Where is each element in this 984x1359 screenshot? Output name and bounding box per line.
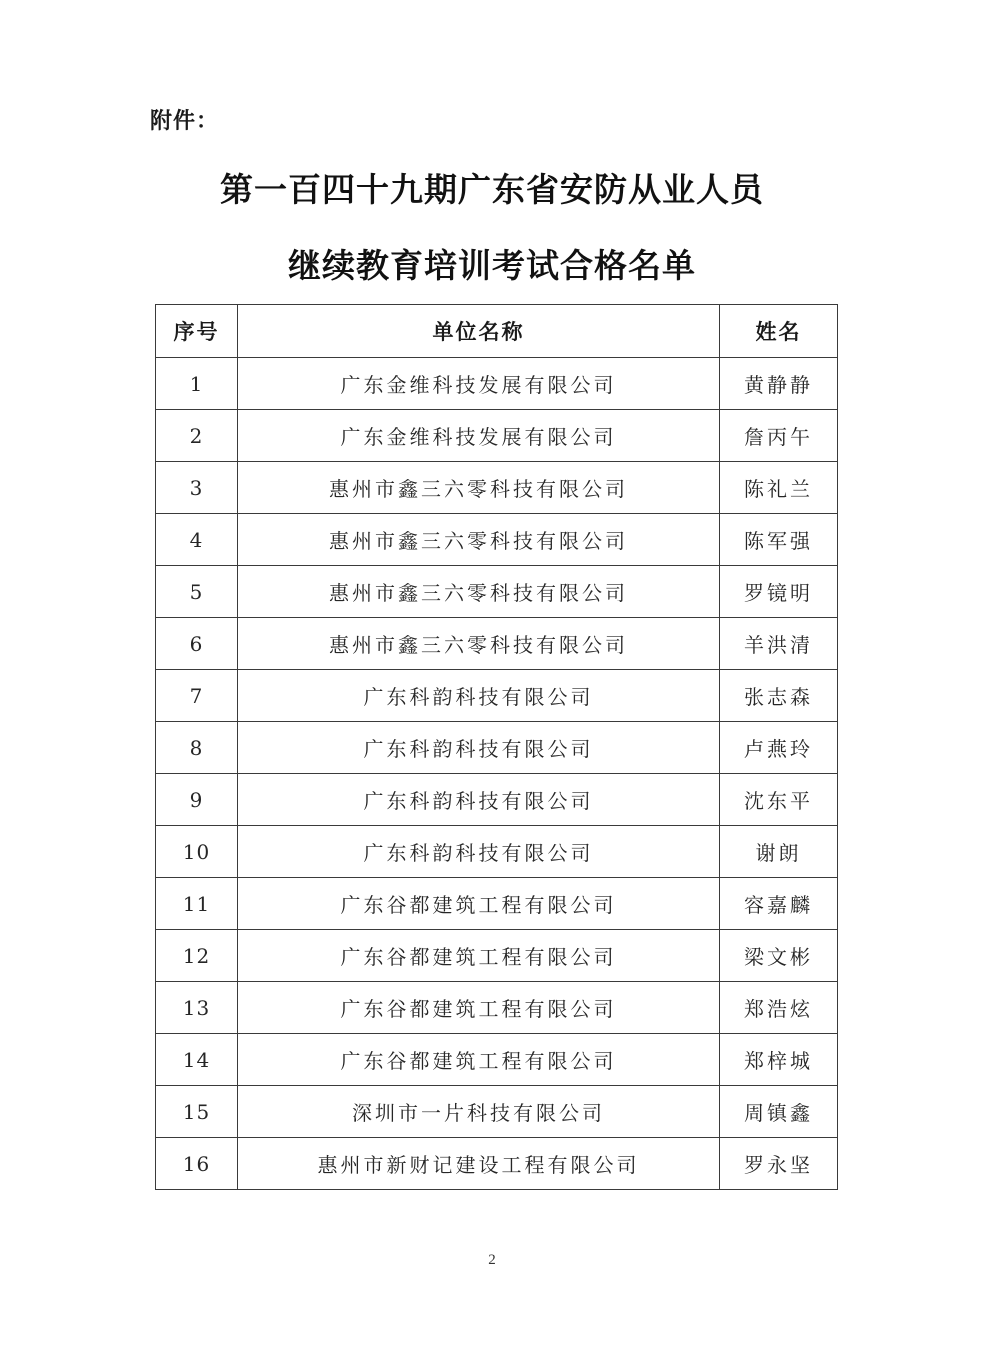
row-name: 羊洪清	[720, 618, 838, 670]
table-row	[156, 670, 838, 722]
row-seq: 9	[156, 774, 238, 826]
table-row	[156, 1086, 838, 1138]
header-seq: 序号	[156, 305, 238, 358]
table-row	[156, 930, 838, 982]
row-name: 沈东平	[720, 774, 838, 826]
table-row	[156, 878, 838, 930]
row-seq: 7	[156, 670, 238, 722]
table-row	[156, 618, 838, 670]
row-company: 广东谷都建筑工程有限公司	[238, 878, 720, 930]
table-row	[156, 722, 838, 774]
table-row	[156, 826, 838, 878]
row-name: 黄静静	[720, 358, 838, 410]
table-row	[156, 1034, 838, 1086]
row-company: 广东科韵科技有限公司	[238, 774, 720, 826]
document-title-line-2: 继续教育培训考试合格名单	[288, 246, 696, 285]
row-seq: 12	[156, 930, 238, 982]
row-seq: 16	[156, 1138, 238, 1190]
row-seq: 1	[156, 358, 238, 410]
row-seq: 14	[156, 1034, 238, 1086]
row-name: 陈军强	[720, 514, 838, 566]
header-company: 单位名称	[238, 305, 720, 358]
row-company: 惠州市鑫三六零科技有限公司	[238, 566, 720, 618]
row-seq: 2	[156, 410, 238, 462]
attachment-label: 附件：	[150, 109, 220, 134]
row-name: 罗镜明	[720, 566, 838, 618]
row-name: 陈礼兰	[720, 462, 838, 514]
table-row	[156, 358, 838, 410]
table-row	[156, 982, 838, 1034]
row-name: 郑梓城	[720, 1034, 838, 1086]
row-company: 深圳市一片科技有限公司	[238, 1086, 720, 1138]
row-company: 惠州市鑫三六零科技有限公司	[238, 462, 720, 514]
table-row	[156, 410, 838, 462]
row-company: 广东金维科技发展有限公司	[238, 358, 720, 410]
row-name: 卢燕玲	[720, 722, 838, 774]
header-name: 姓名	[720, 305, 838, 358]
row-company: 广东谷都建筑工程有限公司	[238, 1034, 720, 1086]
row-company: 广东科韵科技有限公司	[238, 826, 720, 878]
table-header-row	[156, 305, 838, 358]
table-row	[156, 566, 838, 618]
row-seq: 6	[156, 618, 238, 670]
table-row	[156, 1138, 838, 1190]
page-number: 2	[488, 1252, 496, 1268]
row-name: 周镇鑫	[720, 1086, 838, 1138]
row-company: 惠州市鑫三六零科技有限公司	[238, 514, 720, 566]
row-company: 广东金维科技发展有限公司	[238, 410, 720, 462]
row-company: 惠州市新财记建设工程有限公司	[238, 1138, 720, 1190]
row-seq: 11	[156, 878, 238, 930]
row-name: 张志森	[720, 670, 838, 722]
row-company: 广东谷都建筑工程有限公司	[238, 930, 720, 982]
document-title-line-1: 第一百四十九期广东省安防从业人员	[220, 170, 764, 209]
row-name: 梁文彬	[720, 930, 838, 982]
row-seq: 4	[156, 514, 238, 566]
row-seq: 13	[156, 982, 238, 1034]
row-company: 广东科韵科技有限公司	[238, 670, 720, 722]
row-company: 广东谷都建筑工程有限公司	[238, 982, 720, 1034]
qualified-list-table	[155, 304, 838, 1190]
row-name: 詹丙午	[720, 410, 838, 462]
table-row	[156, 462, 838, 514]
row-seq: 5	[156, 566, 238, 618]
row-seq: 3	[156, 462, 238, 514]
row-name: 谢朗	[720, 826, 838, 878]
row-name: 容嘉麟	[720, 878, 838, 930]
row-seq: 10	[156, 826, 238, 878]
row-company: 广东科韵科技有限公司	[238, 722, 720, 774]
row-company: 惠州市鑫三六零科技有限公司	[238, 618, 720, 670]
row-name: 郑浩炫	[720, 982, 838, 1034]
row-seq: 15	[156, 1086, 238, 1138]
row-name: 罗永坚	[720, 1138, 838, 1190]
table-row	[156, 514, 838, 566]
row-seq: 8	[156, 722, 238, 774]
table-row	[156, 774, 838, 826]
